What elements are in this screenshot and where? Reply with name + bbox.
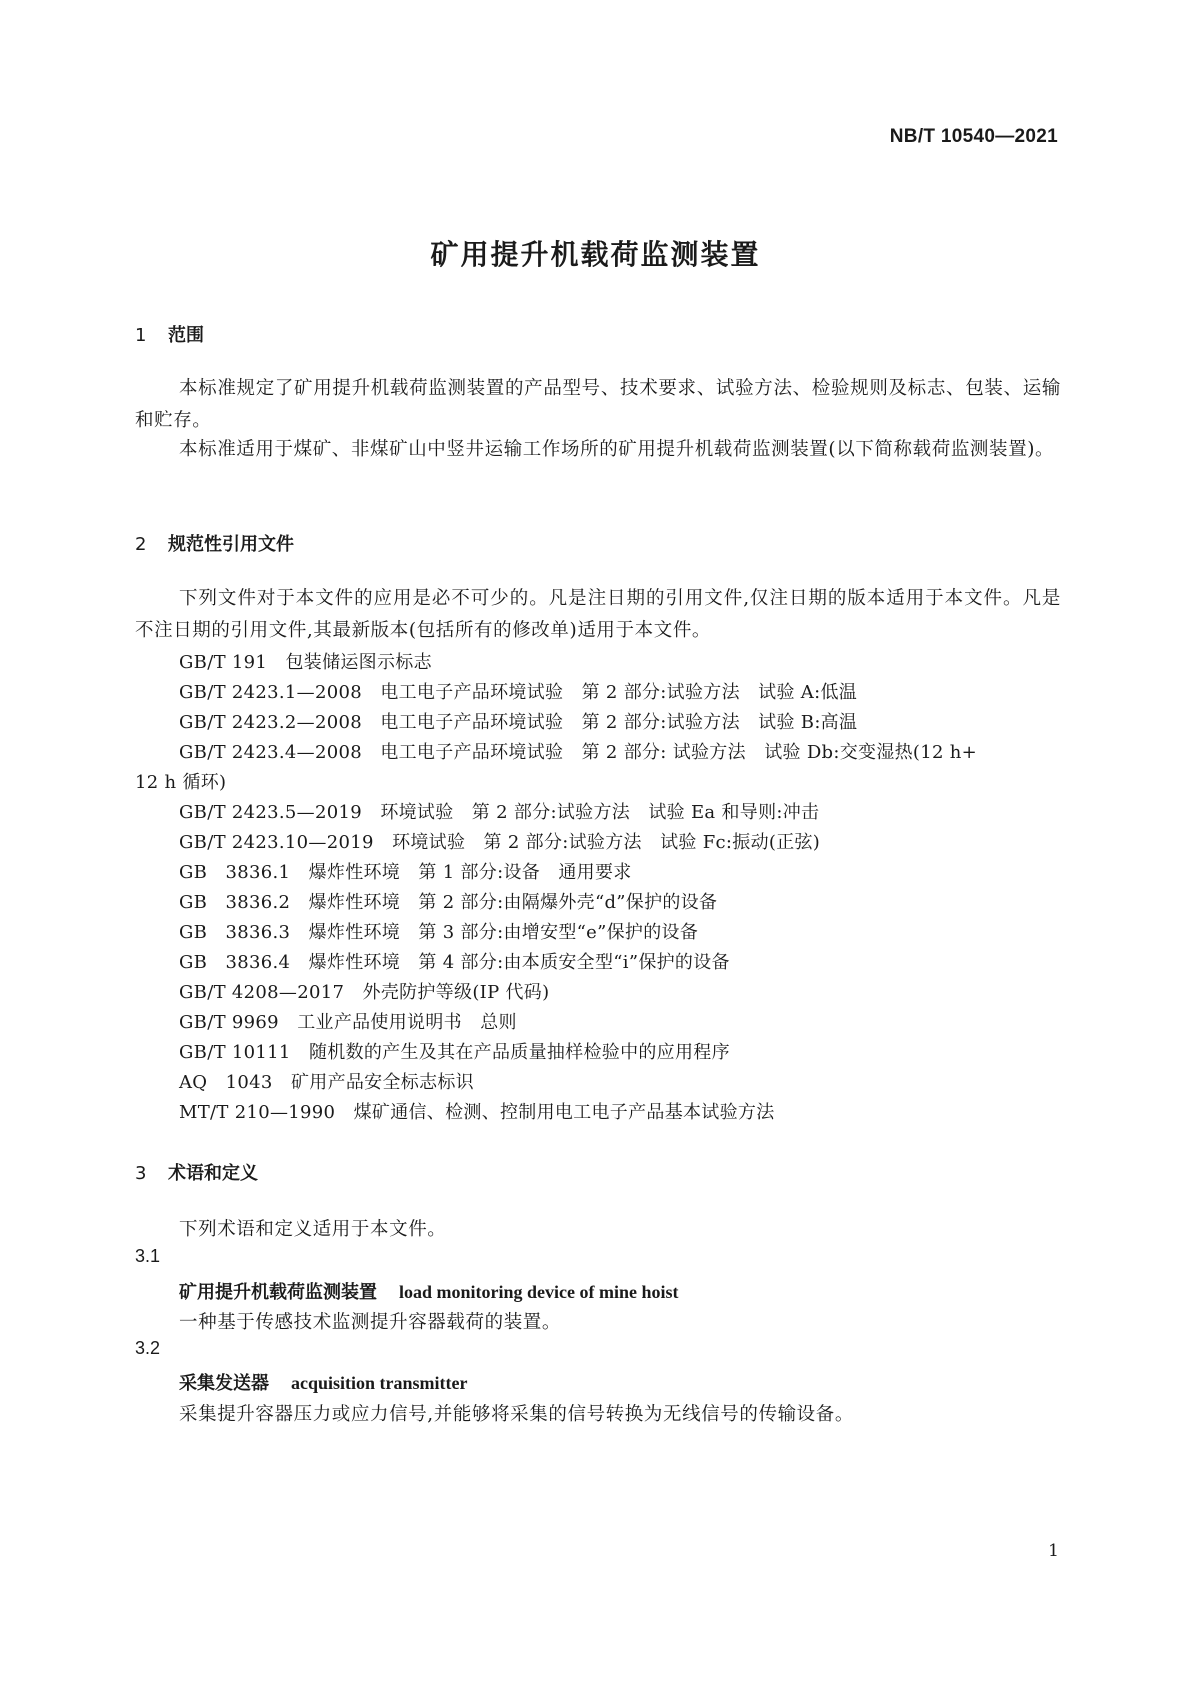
reference-code: GB/T 2423.5—2019 [179, 802, 362, 823]
reference-item [179, 648, 432, 674]
section-title: 术语和定义 [168, 1163, 258, 1184]
reference-item [179, 798, 819, 824]
term-definition: 采集提升容器压力或应力信号,并能够将采集的信号转换为无线信号的传输设备。 [179, 1404, 854, 1425]
reference-title: 爆炸性环境 第 2 部分:由隔爆外壳“d”保护的设备 [308, 892, 718, 913]
reference-code: GB/T 4208—2017 [179, 982, 345, 1003]
reference-code: GB 3836.2 [179, 892, 291, 913]
section-title: 规范性引用文件 [168, 534, 294, 555]
term-number: 3.1 [135, 1246, 161, 1266]
reference-item-continuation: 12 h 循环) [135, 772, 227, 793]
section-number: 3 [135, 1163, 147, 1184]
term-name-en: load monitoring device of mine hoist [399, 1282, 679, 1302]
reference-item [179, 678, 857, 704]
term-name-en: acquisition transmitter [291, 1373, 468, 1393]
reference-code: GB/T 10111 [179, 1042, 291, 1063]
term-name-cn: 矿用提升机载荷监测装置 [179, 1282, 377, 1303]
reference-code: MT/T 210—1990 [179, 1102, 336, 1123]
reference-item [179, 918, 698, 944]
reference-title: 爆炸性环境 第 1 部分:设备 通用要求 [308, 862, 632, 883]
reference-title: 电工电子产品环境试验 第 2 部分:试验方法 试验 B:高温 [380, 712, 858, 733]
reference-title: 煤矿通信、检测、控制用电工电子产品基本试验方法 [353, 1102, 775, 1123]
reference-title: 环境试验 第 2 部分:试验方法 试验 Fc:振动(正弦) [392, 832, 821, 853]
section-number: 2 [135, 534, 147, 555]
reference-title: 工业产品使用说明书 总则 [297, 1012, 517, 1033]
section-2-heading [135, 530, 294, 556]
normative-intro: 下列文件对于本文件的应用是必不可少的。凡是注日期的引用文件,仅注日期的版本适用于本文件。凡是不注日期的引用文件,其最新版本(包括所有的修改单)适用于本文件。 [135, 588, 1061, 641]
reference-title: 矿用产品安全标志标识 [290, 1072, 474, 1093]
section-title: 范围 [168, 325, 204, 346]
reference-title: 电工电子产品环境试验 第 2 部分:试验方法 试验 A:低温 [380, 682, 858, 703]
reference-title: 电工电子产品环境试验 第 2 部分: 试验方法 试验 Db:交变湿热(12 h+ [380, 742, 978, 763]
term-name-cn: 采集发送器 [179, 1373, 269, 1394]
scope-paragraph-1: 本标准规定了矿用提升机载荷监测装置的产品型号、技术要求、试验方法、检验规则及标志、包装、运输和贮存。 [135, 378, 1061, 431]
reference-item [179, 1068, 474, 1094]
reference-item [179, 828, 820, 854]
document-title: 矿用提升机载荷监测装置 [430, 238, 761, 271]
reference-item [179, 978, 549, 1004]
reference-title: 包装储运图示标志 [285, 652, 432, 673]
term-number: 3.2 [135, 1338, 161, 1358]
reference-code: GB/T 2423.4—2008 [179, 742, 362, 763]
reference-code: GB 3836.4 [179, 952, 291, 973]
reference-code: GB/T 9969 [179, 1012, 279, 1033]
reference-title: 随机数的产生及其在产品质量抽样检验中的应用程序 [308, 1042, 730, 1063]
reference-title: 环境试验 第 2 部分:试验方法 试验 Ea 和导则:冲击 [380, 802, 820, 823]
reference-item [179, 708, 857, 734]
reference-code: GB 3836.3 [179, 922, 291, 943]
reference-title: 爆炸性环境 第 3 部分:由增安型“e”保护的设备 [308, 922, 699, 943]
terms-intro: 下列术语和定义适用于本文件。 [179, 1219, 447, 1240]
reference-item [179, 858, 632, 884]
term-name [179, 1369, 467, 1395]
section-3-heading [135, 1159, 258, 1185]
term-definition: 一种基于传感技术监测提升容器载荷的装置。 [179, 1312, 562, 1333]
reference-item [179, 738, 977, 764]
reference-code: GB/T 191 [179, 652, 268, 673]
term-name [179, 1278, 679, 1304]
reference-item [179, 888, 717, 914]
reference-code: GB/T 2423.2—2008 [179, 712, 362, 733]
reference-item [179, 1008, 517, 1034]
standard-code: NB/T 10540—2021 [889, 126, 1058, 147]
reference-code: AQ 1043 [179, 1072, 273, 1093]
reference-title: 爆炸性环境 第 4 部分:由本质安全型“i”保护的设备 [308, 952, 730, 973]
reference-item [179, 1098, 775, 1124]
page-number: 1 [1048, 1541, 1059, 1561]
reference-item [179, 1038, 730, 1064]
reference-code: GB/T 2423.10—2019 [179, 832, 374, 853]
scope-paragraph-2: 本标准适用于煤矿、非煤矿山中竖井运输工作场所的矿用提升机载荷监测装置(以下简称载荷监测装置)。 [179, 439, 1055, 460]
section-1-heading [135, 321, 204, 347]
reference-code: GB 3836.1 [179, 862, 291, 883]
reference-item [179, 948, 730, 974]
reference-title: 外壳防护等级(IP 代码) [362, 982, 550, 1003]
reference-code: GB/T 2423.1—2008 [179, 682, 362, 703]
section-number: 1 [135, 325, 147, 346]
